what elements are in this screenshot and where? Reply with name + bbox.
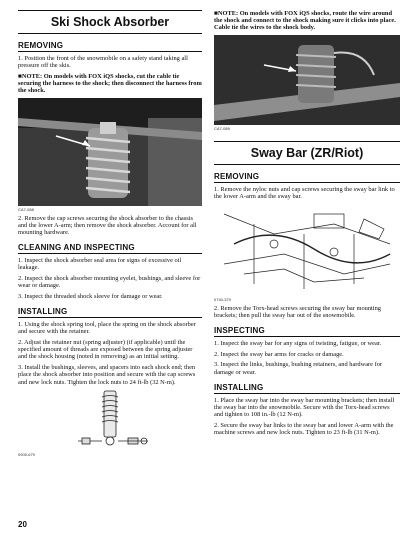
step: 1. Position the front of the snowmobile on a safety stand taking all pressure off the skis. bbox=[18, 55, 188, 70]
step: 1. Inspect the sway bar for any signs of twisting, fatigue, or wear. bbox=[214, 339, 382, 347]
photo-shock-wire bbox=[214, 35, 400, 125]
heading-installing: INSTALLING bbox=[18, 307, 202, 318]
step: 3. Inspect the threaded shock sleeve for damage or wear. bbox=[18, 292, 163, 300]
right-column bbox=[214, 0, 400, 440]
shock-photo-illustration bbox=[18, 98, 202, 206]
step: 1. Using the shock spring tool, place the spring on the shock absorber and secure with the retainer. bbox=[18, 321, 196, 336]
heading-inspecting: INSPECTING bbox=[214, 326, 400, 337]
figure-id: CA7-088 bbox=[18, 206, 34, 212]
left-column bbox=[18, 0, 202, 457]
section-title-ski-shock: Ski Shock Absorber bbox=[18, 10, 202, 34]
step: 2. Inspect the sway bar arms for cracks or damage. bbox=[214, 350, 344, 358]
figure-id: 0740-379 bbox=[214, 296, 231, 302]
step: 2. Remove the cap screws securing the shock absorber to the chassis and the lower A-arm; then remove the shock absorber. Account for all mounting hardware. bbox=[18, 214, 197, 236]
step: 2. Adjust the retainer nut (spring adjuster) (if applicable) until the specified amount of threads are exposed between the spring adjuster and the shock housing (noted in removing) as an initial setting. bbox=[18, 339, 193, 361]
sway-bar-line-drawing bbox=[214, 204, 400, 296]
figure-id: 0905-679 bbox=[18, 452, 35, 458]
step: 1. Inspect the shock absorber seal area for signs of excessive oil leakage. bbox=[18, 257, 182, 272]
note-iqs-harness: ■NOTE: On models with FOX iQS shocks, cut the cable tie securing the harness to the shock; then disconnect the harness from the shock. bbox=[18, 72, 202, 95]
step: 2. Inspect the shock absorber mounting eyelet, bushings, and sleeve for wear or damage. bbox=[18, 275, 201, 290]
heading-removing: REMOVING bbox=[214, 172, 400, 183]
step: 3. Install the bushings, sleeves, and spacers into each shock end; then place the shock absorber into position and secure with the cap screws and new lock nuts. Tighten the lock nuts to 24 ft-lb (32 N-m). bbox=[18, 364, 196, 386]
step: 1. Remove the nyloc nuts and cap screws securing the sway bar link to the lower A-arm and the sway bar. bbox=[214, 185, 395, 200]
figure-id: CA7-089 bbox=[214, 125, 230, 131]
page-number: 20 bbox=[18, 520, 27, 529]
note-iqs-wire: ■NOTE: On models with FOX iQS shocks, route the wire around the shock and connect to the shock making sure it clicks into place. Cable tie the wires to the shock body. bbox=[214, 10, 396, 32]
step: 2. Secure the sway bar links to the sway bar and lower A-arm with the machine screws and new lock nuts. Tighten to 23 ft-lb (31 N-m). bbox=[214, 421, 394, 437]
heading-installing: INSTALLING bbox=[214, 383, 400, 394]
step: 2. Remove the Torx-head screws securing the sway bar mounting brackets; then pull the sway bar out of the snowmobile. bbox=[214, 304, 381, 319]
photo-shock-absorber bbox=[18, 98, 202, 206]
wire-photo-illustration bbox=[214, 35, 400, 125]
step: 1. Place the sway bar into the sway bar mounting brackets; then install the sway bar into the snowmobile. Secure with the Torx-head screws and tighten to 108 in.-lb (12 N-m). bbox=[214, 396, 395, 419]
heading-removing: REMOVING bbox=[18, 41, 202, 52]
diagram-shock-assembly bbox=[18, 389, 202, 451]
diagram-sway-bar bbox=[214, 204, 400, 296]
shock-exploded-diagram bbox=[18, 389, 202, 451]
section-title-sway-bar: Sway Bar (ZR/Riot) bbox=[214, 141, 400, 165]
heading-cleaning-inspecting: CLEANING AND INSPECTING bbox=[18, 243, 202, 254]
step: 3. Inspect the links, bushings, bushing retainers, and hardware for damage or wear. bbox=[214, 361, 383, 376]
